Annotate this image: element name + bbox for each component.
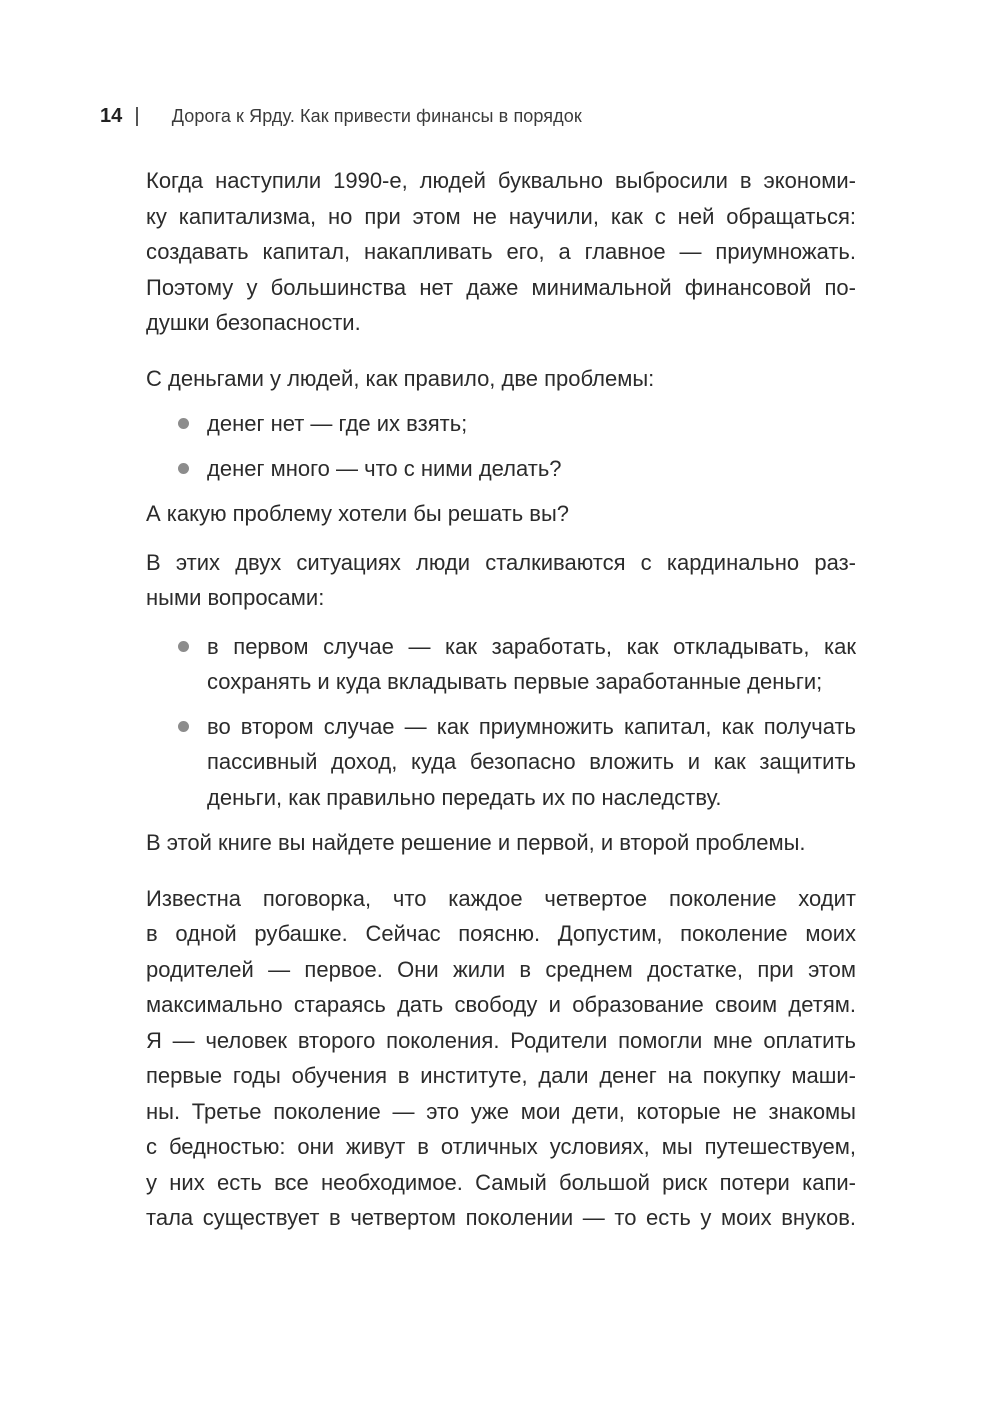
text-line: В этих двух ситуациях люди сталкиваются с кардинально раз- xyxy=(146,549,856,575)
paragraph-1990s xyxy=(146,163,856,341)
page-number: 14 xyxy=(100,104,123,127)
list-item xyxy=(146,629,856,700)
text-line: Когда наступили 1990-е, людей буквально выбросили в экономи- xyxy=(146,168,856,193)
text-line: Поэтому у большинства нет даже минимальной финансовой по- xyxy=(146,274,856,300)
list-item xyxy=(146,406,856,442)
text-line: деньги, как правильно передать их по наследству. xyxy=(207,784,722,810)
text-body xyxy=(146,163,856,1236)
paragraph-two-situations xyxy=(146,545,856,616)
text-line: в одной рубашке. Сейчас поясню. Допустим, поколение моих xyxy=(146,921,856,946)
questions-list xyxy=(146,629,856,816)
text-line: тала существует в четвертом поколении — то есть у моих внуков. xyxy=(146,1205,856,1230)
text-line: ными вопросами: xyxy=(146,585,325,610)
paragraph-two-problems xyxy=(146,361,856,397)
text-line: первые годы обучения в институте, дали денег на покупку маши- xyxy=(146,1063,856,1088)
text-line: В этой книге вы найдете решение и первой, и второй проблемы. xyxy=(146,830,806,855)
text-line: денег нет — где их взять; xyxy=(207,411,468,436)
paragraph-generations xyxy=(146,881,856,1236)
book-title: Дорога к Ярду. Как привести финансы в порядок xyxy=(171,105,582,126)
text-line: душки безопасности. xyxy=(146,310,361,335)
text-line: создавать капитал, накапливать его, а главное — приумножать. xyxy=(146,239,856,264)
bullet-icon xyxy=(178,721,189,732)
bullet-icon xyxy=(178,463,189,474)
text-line: родителей — первое. Они жили в среднем достатке, при этом xyxy=(146,956,856,982)
text-line: в первом случае — как заработать, как откладывать, как xyxy=(207,633,856,659)
text-line: ны. Третье поколение — это уже мои дети, которые не знакомы xyxy=(146,1098,856,1124)
text-line: Я — человек второго поколения. Родители помогли мне оплатить xyxy=(146,1027,856,1053)
list-item xyxy=(146,709,856,816)
text-line: денег много — что с ними делать? xyxy=(207,455,562,481)
text-line: с бедностью: они живут в отличных условиях, мы путешествуем, xyxy=(146,1134,856,1159)
paragraph-book-solution xyxy=(146,825,856,861)
paragraph-question xyxy=(146,496,856,532)
text-line: у них есть все необходимое. Самый большой риск потери капи- xyxy=(146,1169,856,1195)
text-line: максимально стараясь дать свободу и образование своим детям. xyxy=(146,992,856,1017)
running-header xyxy=(100,101,582,131)
problems-list xyxy=(146,406,856,486)
text-line: во втором случае — как приумножить капитал, как получать xyxy=(207,713,856,739)
text-line: Известна поговорка, что каждое четвертое поколение ходит xyxy=(146,885,856,911)
bullet-icon xyxy=(178,418,189,429)
text-line: А какую проблему хотели бы решать вы? xyxy=(146,501,570,526)
text-line: ку капитализма, но при этом не научили, как с ней обращаться: xyxy=(146,203,856,229)
text-line: сохранять и куда вкладывать первые заработанные деньги; xyxy=(207,669,823,694)
text-line: пассивный доход, куда безопасно вложить и как защитить xyxy=(207,749,856,774)
text-line: С деньгами у людей, как правило, две проблемы: xyxy=(146,365,655,391)
header-separator xyxy=(136,107,138,126)
list-item xyxy=(146,451,856,487)
bullet-icon xyxy=(178,641,189,652)
